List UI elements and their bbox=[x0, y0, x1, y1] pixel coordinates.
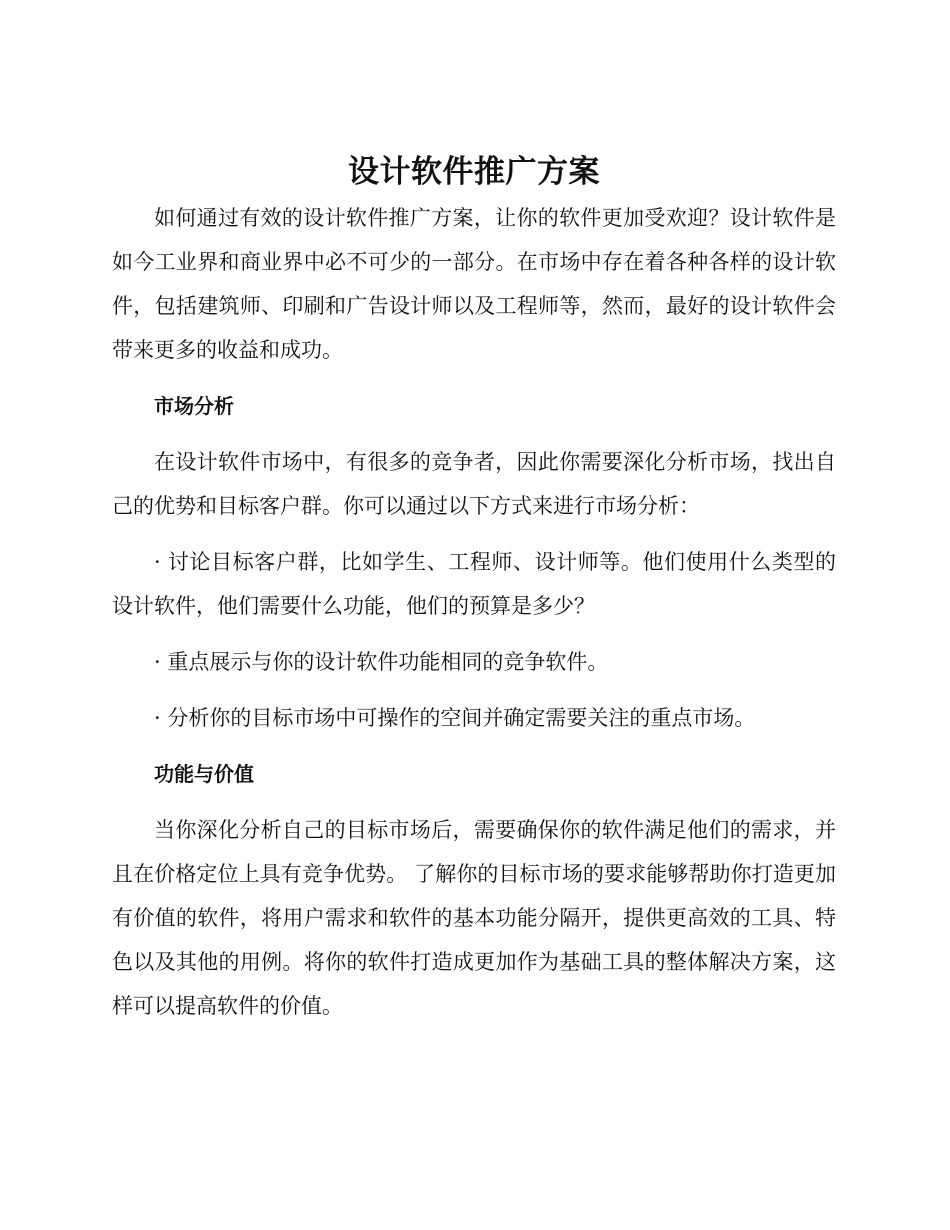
spacer bbox=[112, 684, 836, 696]
bullet-item: · 讨论目标客户群，比如学生、工程师、设计师等。他们使用什么类型的设计软件，他们需要什么功能，他们的预算是多少？ bbox=[112, 550, 836, 618]
document-title: 设计软件推广方案 bbox=[348, 154, 600, 190]
market-analysis-paragraph: 在设计软件市场中，有很多的竞争者，因此你需要深化分析市场，找出自己的优势和目标客户群。你可以通过以下方式来进行市场分析： bbox=[112, 450, 836, 518]
section-heading-features-value: 功能与价值 bbox=[154, 762, 254, 786]
intro-paragraph: 如何通过有效的设计软件推广方案，让你的软件更加受欢迎？设计软件是如今工业界和商业界中必不可少的一部分。在市场中存在着各种各样的设计软件，包括建筑师、印刷和广告设计师以及工程师等，然而，最好的设计软件会带来更多的收益和成功。 bbox=[112, 206, 836, 362]
spacer bbox=[112, 628, 836, 640]
features-value-paragraph: 当你深化分析自己的目标市场后，需要确保你的软件满足他们的需求，并且在价格定位上具有竞争优势。 了解你的目标市场的要求能够帮助你打造更加有价值的软件，将用户需求和软件的基本功能分隔开，提供更高效的工具、特色以及其他的用例。将你的软件打造成更加作为基础工具的整体解决方案，这样可以提高软件的价值。 bbox=[112, 818, 836, 1018]
spacer bbox=[112, 796, 836, 808]
spacer bbox=[112, 372, 836, 384]
document-page bbox=[112, 150, 836, 1028]
spacer bbox=[112, 428, 836, 440]
bullet-item: · 分析你的目标市场中可操作的空间并确定需要关注的重点市场。 bbox=[154, 706, 756, 730]
bullet-item: · 重点展示与你的设计软件功能相同的竞争软件。 bbox=[154, 650, 609, 674]
spacer bbox=[112, 740, 836, 752]
spacer bbox=[112, 528, 836, 540]
section-heading-market-analysis: 市场分析 bbox=[154, 394, 234, 418]
